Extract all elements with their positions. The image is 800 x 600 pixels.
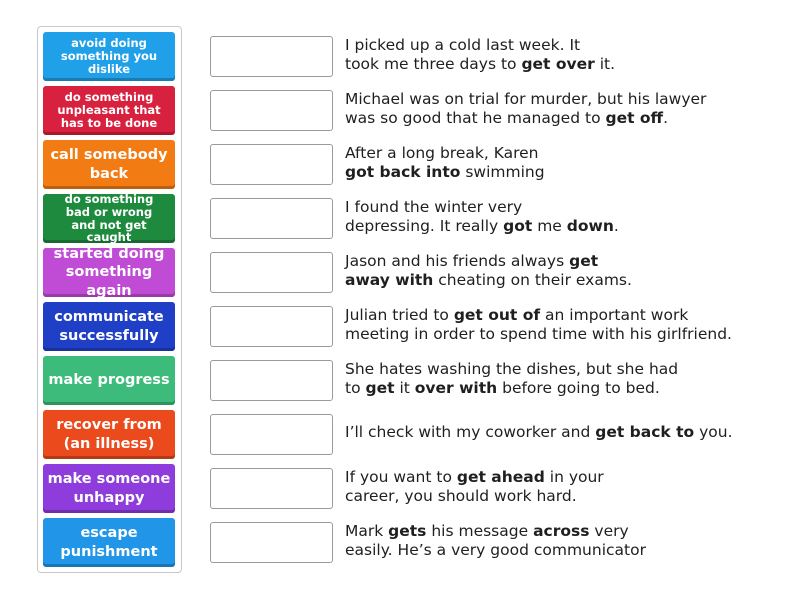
sentence-fragment: took me three days to [345,55,522,73]
sentence-line [345,36,785,55]
sentence-line [345,163,785,182]
answer-tile[interactable] [43,86,175,135]
sentence-line [345,217,785,236]
sentence-text [345,198,785,236]
sentence-fragment: Michael was on trial for murder, but his lawyer [345,90,707,108]
sentence-line [345,271,785,290]
answer-tile[interactable] [43,302,175,351]
sentence-text [345,144,785,182]
answer-tile-label: do something unpleasant that has to be done [57,90,161,130]
sentence-text [345,306,785,344]
sentence-line [345,306,785,325]
sentence-fragment: it. [594,55,616,73]
answer-tile-label: make progress [48,372,170,389]
answer-drop-slot[interactable] [210,414,333,455]
sentence-line [345,55,785,74]
sentence-fragment: to [345,379,366,397]
answer-tile[interactable] [43,356,175,405]
sentence-fragment: Jason and his friends always [345,252,570,270]
sentence-text [345,423,785,442]
sentence-line [345,109,785,128]
sentence-fragment: depressing. It really [345,217,504,235]
answer-tile[interactable] [43,191,175,245]
sentence-fragment: She hates washing the dishes, but she had [345,360,679,378]
sentence-line [345,198,785,217]
sentence-fragment: swimming [460,163,545,181]
sentence-fragment: . [613,217,619,235]
answer-drop-slot[interactable] [210,252,333,293]
phrasal-verb: get off [605,109,664,127]
answer-drop-slot[interactable] [210,468,333,509]
answer-drop-slot[interactable] [210,360,333,401]
sentence-line [345,379,785,398]
sentence-fragment: After a long break, Karen [345,144,539,162]
sentence-fragment: me [532,217,567,235]
sentence-text [345,252,785,290]
answer-tile[interactable] [43,140,175,189]
sentence-line [345,487,785,506]
sentence-fragment: I’ll check with my coworker and [345,423,596,441]
answer-tile[interactable] [43,464,175,513]
answer-tile[interactable] [43,32,175,81]
answer-tile-label: escape punishment [60,525,158,560]
sentence-fragment: before going to bed. [497,379,660,397]
sentence-text [345,360,785,398]
answer-tile-label: communicate successfully [54,309,164,344]
answer-tile-label: make someone unhappy [47,471,171,506]
answer-drop-slot[interactable] [210,144,333,185]
phrasal-verb: gets [388,522,427,540]
sentence-fragment: in your [544,468,604,486]
sentence-text [345,468,785,506]
answer-tile-label: started doing something again [53,246,165,299]
answer-drop-slot[interactable] [210,36,333,77]
sentence-line [345,90,785,109]
sentence-fragment: easily. He’s a very good communicator [345,541,646,559]
phrasal-verb: get [365,379,395,397]
sentence-fragment: I found the winter very [345,198,523,216]
sentence-line [345,541,785,560]
sentence-line [345,468,785,487]
phrasal-verb: away with [345,271,434,289]
sentence-line [345,522,785,541]
sentence-fragment: it [394,379,415,397]
sentence-line [345,252,785,271]
sentence-fragment: cheating on their exams. [433,271,632,289]
phrasal-verb: get over [521,55,595,73]
answer-drop-slot[interactable] [210,90,333,131]
phrasal-verb: over with [414,379,498,397]
sentence-fragment: . [663,109,669,127]
sentence-fragment: career, you should work hard. [345,487,577,505]
answer-tile[interactable] [43,518,175,567]
sentence-fragment: you. [694,423,733,441]
sentence-line [345,144,785,163]
answer-drop-slot[interactable] [210,306,333,347]
sentence-fragment: Mark [345,522,389,540]
sentence-text [345,36,785,74]
sentence-fragment: Julian tried to [345,306,454,324]
answer-tile[interactable] [43,248,175,297]
phrasal-verb: get [569,252,599,270]
sentence-fragment: meeting in order to spend time with his girlfriend. [345,325,732,343]
sentence-line [345,360,785,379]
answer-tile-label: do something bad or wrong and not get caught [64,191,154,245]
phrasal-verb: get out of [453,306,541,324]
sentence-text [345,90,785,128]
sentence-line [345,423,785,442]
phrasal-verb: down [566,217,614,235]
answer-drop-slot[interactable] [210,198,333,239]
phrasal-verb: got [503,217,533,235]
sentence-line [345,325,785,344]
phrasal-verb: got back into [345,163,461,181]
sentence-text [345,522,785,560]
sentence-fragment: I picked up a cold last week. It [345,36,581,54]
answer-tile-label: recover from (an illness) [56,417,162,452]
sentence-fragment: was so good that he managed to [345,109,606,127]
answer-drop-slot[interactable] [210,522,333,563]
phrasal-verb: across [533,522,590,540]
sentence-fragment: an important work [540,306,689,324]
sentence-fragment: very [589,522,629,540]
answer-tile-label: avoid doing something you dislike [60,36,158,76]
answer-tile[interactable] [43,410,175,459]
sentence-fragment: If you want to [345,468,457,486]
sentence-fragment: his message [426,522,534,540]
phrasal-verb: get back to [595,423,695,441]
answer-tile-label: call somebody back [50,147,168,182]
phrasal-verb: get ahead [456,468,545,486]
